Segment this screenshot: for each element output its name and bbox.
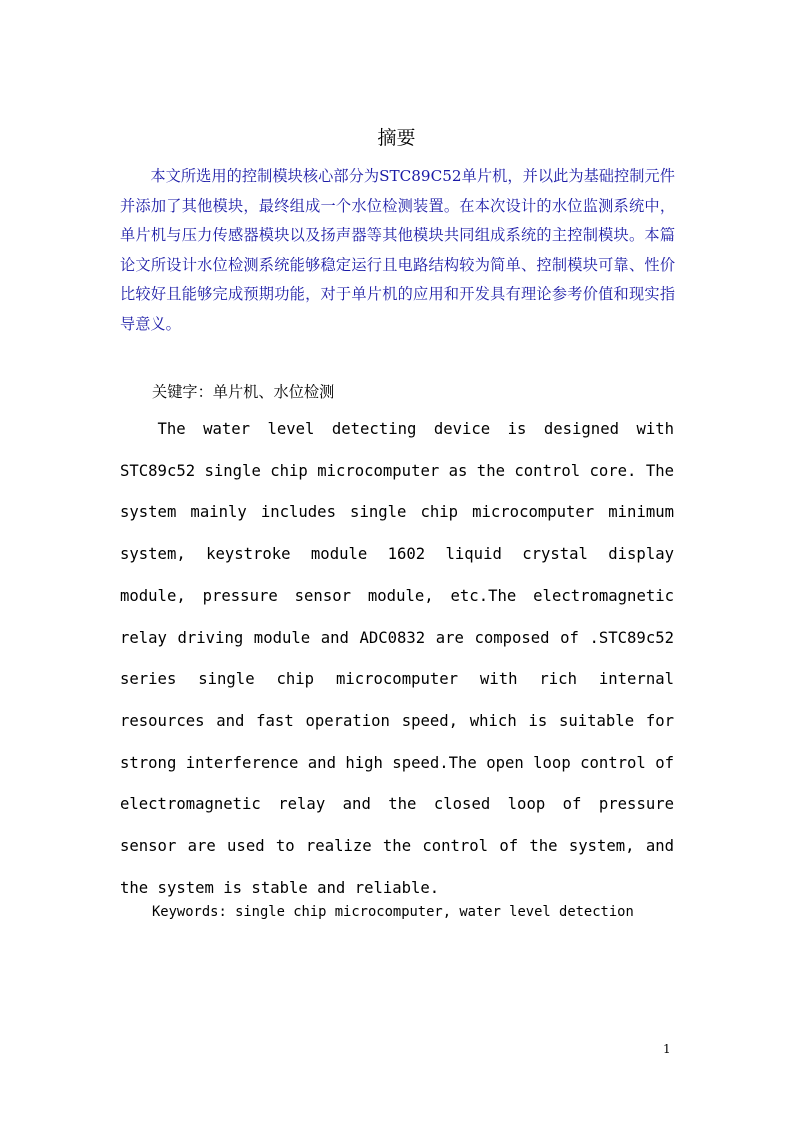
- english-keywords: Keywords: single chip microcomputer, water level detection: [152, 904, 634, 920]
- chinese-abstract: 本文所选用的控制模块核心部分为STC89C52单片机，并以此为基础控制元件并添加了其他模块，最终组成一个水位检测装置。在本次设计的水位监测系统中，单片机与压力传感器模块以及扬声器等其他模块共同组成系统的主控制模块。本篇论文所设计水位检测系统能够稳定运行且电路结构较为简单、控制模块可靠、性价比较好且能够完成预期功能，对于单片机的应用和开发具有理论参考价值和现实指导意义。: [120, 167, 675, 333]
- page-title: 摘要: [377, 127, 416, 149]
- chinese-keywords: 关键字：单片机、水位检测: [152, 383, 335, 401]
- english-abstract: The water level detecting device is designed with STC89c52 single chip microcomputer as the control core. The system mainly includes single chip microcomputer minimum system, keystroke module 1602 liquid crystal display module, pressure sensor module, etc.The electromagnetic relay driving module and ADC0832 are composed of .STC89c52 series single chip microcomputer with rich internal resources and fast operation speed, which is suitable for strong interference and high speed.The open loop control of electromagnetic relay and the closed loop of pressure sensor are used to realize the control of the system, and the system is stable and reliable.: [120, 420, 674, 897]
- page-number: 1: [663, 1042, 671, 1056]
